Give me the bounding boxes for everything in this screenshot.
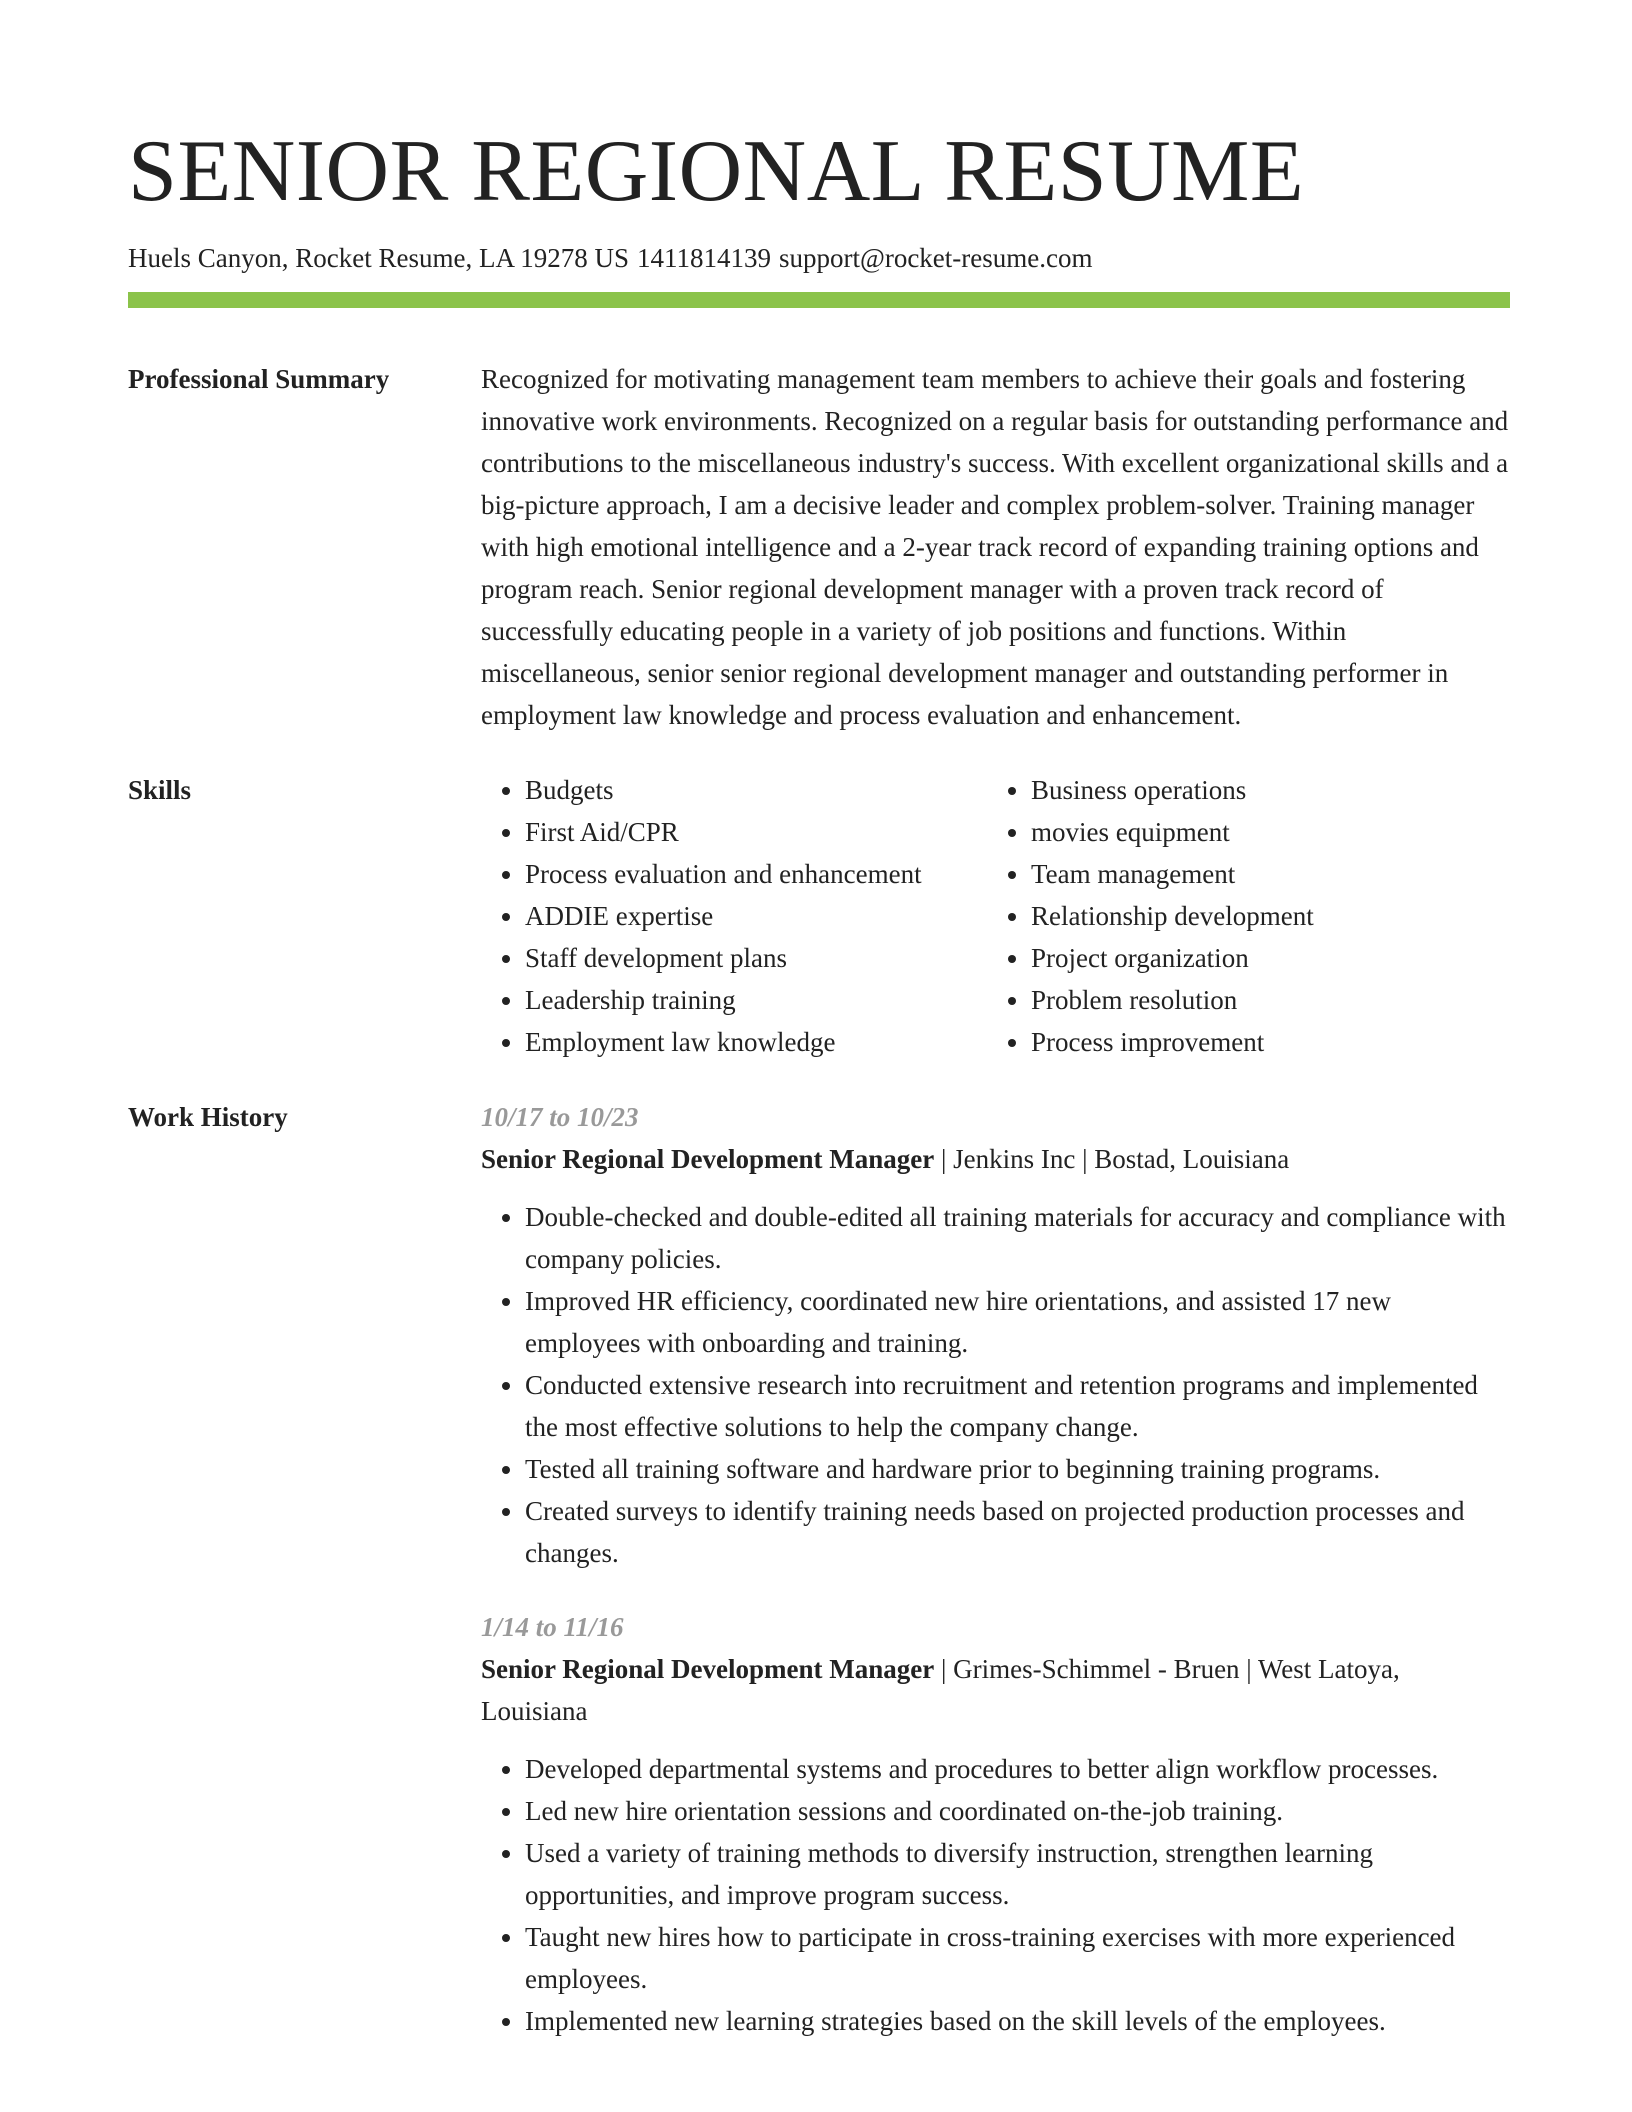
contact-line	[128, 238, 1510, 278]
skill-item: • Budgets	[525, 769, 987, 811]
skill-item: • First Aid/CPR	[525, 811, 987, 853]
skill-item: • Process evaluation and enhancement	[525, 853, 987, 895]
skill-item: • Staff development plans	[525, 937, 987, 979]
summary-text: Recognized for motivating management team members to achieve their goals and fostering innovative work environments. Recognized on a regular basis for outstanding performance and contributions to the miscellaneous industry's success. With excellent organizational skills and a big-picture approach, I am a decisive leader and complex problem-solver. Training manager with high emotional intelligence and a 2-year track record of expanding training options and program reach. Senior regional development manager with a proven track record of successfully educating people in a variety of job positions and functions. Within miscellaneous, senior senior regional development manager and outstanding performer in employment law knowledge and process evaluation and enhancement.	[481, 364, 1509, 730]
job-bullet: • Used a variety of training methods to diversify instruction, strengthen learning opportunities, and improve program success.	[525, 1832, 1510, 1916]
skills-column-left	[481, 769, 987, 1063]
resume-page	[128, 0, 1510, 2042]
contact-phone: 1411814139	[636, 243, 771, 273]
job-details: | Grimes-Schimmel - Bruen | West Latoya, Louisiana	[481, 1654, 1400, 1726]
skills-column-right	[987, 769, 1510, 1063]
job-bullet: • Led new hire orientation sessions and coordinated on-the-job training.	[525, 1790, 1510, 1832]
job-dates: 1/14 to 11/16	[481, 1612, 624, 1642]
skill-item: • Relationship development	[1031, 895, 1510, 937]
job-bullet: • Improved HR efficiency, coordinated new hire orientations, and assisted 17 new employees with onboarding and training.	[525, 1280, 1510, 1364]
job-details: | Jenkins Inc | Bostad, Louisiana	[934, 1144, 1290, 1174]
skill-item: • Team management	[1031, 853, 1510, 895]
skill-item: • Project organization	[1031, 937, 1510, 979]
skill-item: • Problem resolution	[1031, 979, 1510, 1021]
contact-email: support@rocket-resume.com	[778, 243, 1093, 273]
skill-item: • Business operations	[1031, 769, 1510, 811]
job-bullet: • Developed departmental systems and procedures to better align workflow processes.	[525, 1748, 1510, 1790]
job-bullet: • Tested all training software and hardware prior to beginning training programs.	[525, 1448, 1510, 1490]
job-title: Senior Regional Development Manager	[481, 1144, 935, 1174]
job-dates: 10/17 to 10/23	[481, 1102, 639, 1132]
job-bullet: • Double-checked and double-edited all training materials for accuracy and compliance with company policies.	[525, 1196, 1510, 1280]
summary-heading: Professional Summary	[128, 364, 390, 394]
header-divider	[128, 292, 1510, 308]
skill-item: • Process improvement	[1031, 1021, 1510, 1063]
summary-section	[128, 358, 1510, 736]
job-title: Senior Regional Development Manager	[481, 1654, 935, 1684]
job-bullets	[481, 1196, 1510, 1574]
contact-address: Huels Canyon, Rocket Resume, LA 19278 US	[128, 243, 629, 273]
skills-section	[128, 769, 1510, 1063]
job-bullet: • Implemented new learning strategies based on the skill levels of the employees.	[525, 2000, 1510, 2042]
job-bullets	[481, 1748, 1510, 2042]
job-heading	[481, 1648, 1510, 1732]
work-history-section	[128, 1096, 1510, 2042]
job-heading	[481, 1138, 1510, 1180]
skills-heading: Skills	[128, 775, 192, 805]
job-bullet: • Conducted extensive research into recruitment and retention programs and implemented the most effective solutions to help the company change.	[525, 1364, 1510, 1448]
skill-item: • ADDIE expertise	[525, 895, 987, 937]
job-bullet: • Taught new hires how to participate in cross-training exercises with more experienced employees.	[525, 1916, 1510, 2000]
resume-name: SENIOR REGIONAL RESUME	[128, 123, 1305, 220]
job-bullet: • Created surveys to identify training needs based on projected production processes and changes.	[525, 1490, 1510, 1574]
skill-item: • Employment law knowledge	[525, 1021, 987, 1063]
work-history-heading: Work History	[128, 1102, 288, 1132]
job-entry	[481, 1606, 1510, 2042]
skill-item: • movies equipment	[1031, 811, 1510, 853]
skill-item: • Leadership training	[525, 979, 987, 1021]
skills-list	[481, 769, 1510, 1063]
job-entry	[481, 1096, 1510, 1574]
